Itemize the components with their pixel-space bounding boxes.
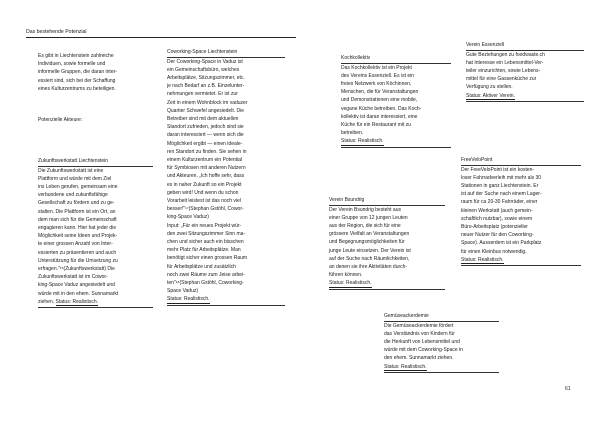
actor-line: verbundene und zukunftsfähige [38, 192, 108, 199]
actor-line: schaftlich nutzbar), sowie einem [461, 215, 533, 222]
intro-line: essiert sind, sich bei der Schaffung [38, 77, 116, 84]
actor-line: einem Kulturzentrum ein Potential [167, 157, 243, 164]
actor-title: FreeVeloPoint [461, 157, 581, 166]
actor-line: Küche für ein Restaurant mit zu [341, 122, 412, 129]
actor-line: nehmungen vermietet. Er ist zur [167, 91, 238, 98]
actor-line: und Begegnungsmöglichkeiten für [329, 239, 405, 246]
intro-line: Es gibt in Liechtenstein zahlreiche [38, 53, 114, 59]
actor-line: benötigt sicher einen grossen Raum [167, 255, 248, 262]
actor-line: Das Kochkollektiv ist ein Projekt [341, 64, 412, 71]
actor-line: einer Gruppe von 12 jungen Leuten [329, 214, 408, 221]
section-divider [26, 37, 296, 38]
actor-line: ist auf der Suche nach einem Lager- [461, 191, 542, 198]
actor-line: Der FreeVeloPoint ist ein kosten- [461, 166, 535, 173]
actor-line: hat Interesse ein Lebensmittel-Ver- [466, 59, 544, 66]
actor-line: Der Verein Bsundrig besteht aus [329, 206, 401, 213]
actor-line: daran interessiert — wenn sich die [167, 132, 244, 139]
actor-line: Arbeitsplätze, Sitzungszimmer, etc. [167, 75, 245, 81]
actor-line: Der Coworking-Space in Vaduz ist [167, 58, 243, 65]
actor-line: würde mit dem Coworking-Space in [384, 347, 463, 354]
actor-line: Gute Beziehungen zu foodwaste.ch [466, 51, 545, 58]
actors-label: Potenzielle Akteure: [38, 117, 83, 123]
actor-line: teiler einzurichten, sowie Lebens- [466, 68, 541, 74]
actor-box-coworking [167, 49, 285, 306]
actor-line: Zeit in einem Wohnblock im vaduzer [167, 99, 248, 106]
actor-line: ins Leben gerufen, gemeinsam eine [38, 184, 118, 190]
actor-line: Space). Ausserdem ist ein Parkplatz [461, 240, 542, 247]
actor-line: dem man sich für die Gemeinschaft [38, 216, 117, 223]
actor-line: an denen sie ihre Aktivitäten durch- [329, 264, 408, 271]
actor-line: Die Zukunftswerkstatt ist eine [38, 167, 104, 174]
actor-line: engagieren kann. Hier hat jeder die [38, 225, 117, 232]
actor-title: Verein Bsundrig [329, 197, 445, 206]
actor-box-bsundrig [329, 197, 445, 290]
actor-title: Coworking-Space Liechtenstein [167, 49, 285, 58]
status-label: Status: Aktiver Verein. [466, 92, 515, 99]
actor-line: king-Space Vaduz angesiedelt und [38, 282, 115, 289]
actor-line: das Verständnis von Kindern für [384, 330, 455, 337]
actor-line: Unterstützung für die Umsetzung zu [38, 257, 118, 264]
actor-line: Menschen, die für Veranstaltungen [341, 89, 419, 96]
actor-line: noch zwei Räume zum Jeise arbei- [167, 271, 245, 278]
status-label: Status: Realistisch. [461, 256, 504, 263]
actor-line: ziehen. [38, 298, 55, 305]
actor-title: Verein Essenziell [466, 42, 584, 51]
actor-line: kollektiv ist daran interessiert, eine [341, 113, 418, 120]
actor-line: freies Netzwerk von Köchinnen, [341, 81, 412, 87]
actor-line: führen können. [329, 272, 363, 279]
actor-line: essierten zu präsentieren und auch [38, 249, 117, 256]
actor-line: mehr Platz für Arbeitsplätze. Man [167, 247, 241, 254]
actor-line: für Arbeitsplätze und zusätzlich [167, 263, 236, 270]
actor-line: Die Gemüseackerdemie fördert [384, 322, 454, 329]
actor-line: te einer grossen Anzahl von Inter- [38, 241, 113, 248]
section-title: Das bestehende Potenzial [26, 29, 87, 35]
actor-line: die Herkunft von Lebensmittel und [384, 339, 460, 345]
actor-line: je nach Bedarf an z.B. Einzelunter- [167, 83, 245, 90]
actor-line: den ehem. Sunnamarkt ziehen. [384, 355, 454, 362]
actor-line: stalten. Die Plattform ist ein Ort, an [38, 208, 116, 215]
intro-line: eines Kulturzentrums zu beteiligen. [38, 85, 116, 92]
actor-line: junge Leute einsetzen. Der Verein ist [329, 247, 411, 254]
actor-title: Zukunftswerkstatt Liechtenstein [38, 158, 153, 167]
actor-line: Quartier Schwefel angesiedelt. Die [167, 107, 244, 114]
actor-line: chen und sicher auch ein bisschen [167, 239, 244, 246]
actor-box-freevelopoint [461, 157, 581, 266]
actor-line: Möglichkeit seine Ideen und Projek- [38, 233, 118, 240]
actor-line: ren Standort zu finden. Sie sehen in [167, 148, 247, 155]
actor-line: neuer Nutzer für den Coworking- [461, 232, 534, 239]
actor-line: Verfügung zu stellen. [466, 84, 513, 91]
intro-line: Individuen, sowie formelle und [38, 61, 106, 68]
actor-line: betreiben. [341, 130, 364, 137]
actor-box-essenziell [466, 42, 584, 102]
intro-line: informelle Gruppen, die daran inter- [38, 69, 117, 76]
actor-line: Plattform und würde mit dem Ziel [38, 175, 112, 182]
actor-line: vegane Küche betreiben. Das Koch- [341, 105, 422, 112]
actor-box-zukunftswerkstatt [38, 158, 153, 308]
actor-box-gemueseackerdemie [384, 313, 499, 373]
actor-line: den zwei Sitzungszimmer Sinn ma- [167, 230, 246, 237]
actor-line: ein Gemeinschaftsbüro, welches [167, 66, 240, 73]
actor-line: mittel für eine Gassenküche zur [466, 76, 537, 83]
status-label: Status: Realistisch. [329, 280, 372, 287]
actor-line: grössere Vielfalt an Veranstaltungen [329, 231, 410, 238]
status-label: Status: Realistisch. [55, 298, 99, 305]
actor-line: Input: „Für ein neues Projekt wür- [167, 222, 242, 229]
actor-line: und Akteuren. „Ich hoffe sehr, dass [167, 173, 245, 180]
actor-line: erfragen."¹⁵(Zukunftswerkstatt) Die [38, 266, 115, 273]
actor-line: es in naher Zukunft so ein Projekt [167, 181, 242, 188]
actor-line: Stationen in ganz Liechtenstein. Er [461, 183, 539, 189]
status-label: Status: Realistisch. [384, 363, 427, 370]
actor-title: Kochkollektiv [341, 55, 451, 64]
status-label: Status: Realistisch. [167, 296, 210, 303]
actor-line [38, 298, 153, 306]
actor-line: geben wird! Und wenn du schon [167, 189, 239, 196]
page-number: 61 [565, 386, 571, 392]
status-label: Status: Realistisch. [341, 138, 384, 145]
actor-line: würde mit in den ehem. Sunnamarkt [38, 290, 119, 297]
actor-title: Gemüseackerdemie [384, 313, 499, 322]
actor-line: auf der Suche nach Räumlichkeiten, [329, 255, 410, 262]
actor-line: des Vereins Essenziell. Es ist ein [341, 72, 415, 79]
actor-line: raum für ca 20-30 Fahrräder, einer [461, 199, 538, 206]
actor-line: Büro-Arbeitsplatz (potenzieller [461, 224, 528, 231]
actor-line: Space Vaduz) [167, 288, 199, 295]
actor-line: ten"¹⁸(Stephan Gstöhl, Coworking- [167, 280, 244, 287]
actor-line: Möglichkeit ergibt — einen ideale- [167, 140, 243, 147]
intro-paragraph [38, 52, 156, 93]
actor-line: king-Space Vaduz) [167, 214, 209, 221]
actor-line: aus der Region, die sich für eine [329, 223, 401, 229]
actor-line: Zukunftswerkstatt ist im Cowor- [38, 274, 108, 281]
actor-line: Betreiber sind mit dem aktuellen [167, 116, 239, 123]
actor-line: besser!"¹⁷(Stephan Gstöhl, Cowor- [167, 206, 244, 213]
actor-line: kleinen Werkstatt (auch gemein- [461, 207, 533, 214]
actor-line: Standort zufrieden, jedoch sind sie [167, 124, 244, 131]
actor-line: Vorarbeit leistest ist das noch viel [167, 198, 241, 205]
actor-box-kochkollektiv [341, 55, 451, 148]
actor-line: und Demonstrationen eine mobile, [341, 97, 418, 104]
actor-line: für Symbiosen mit anderen Nutzern [167, 165, 246, 172]
actor-line: loser Fahrradverleih mit mehr als 30 [461, 174, 542, 181]
actor-line: Gesellschaft zu fördern und zu ge- [38, 200, 115, 207]
actor-line: für einen Kleinbus notwendig. [461, 248, 527, 255]
